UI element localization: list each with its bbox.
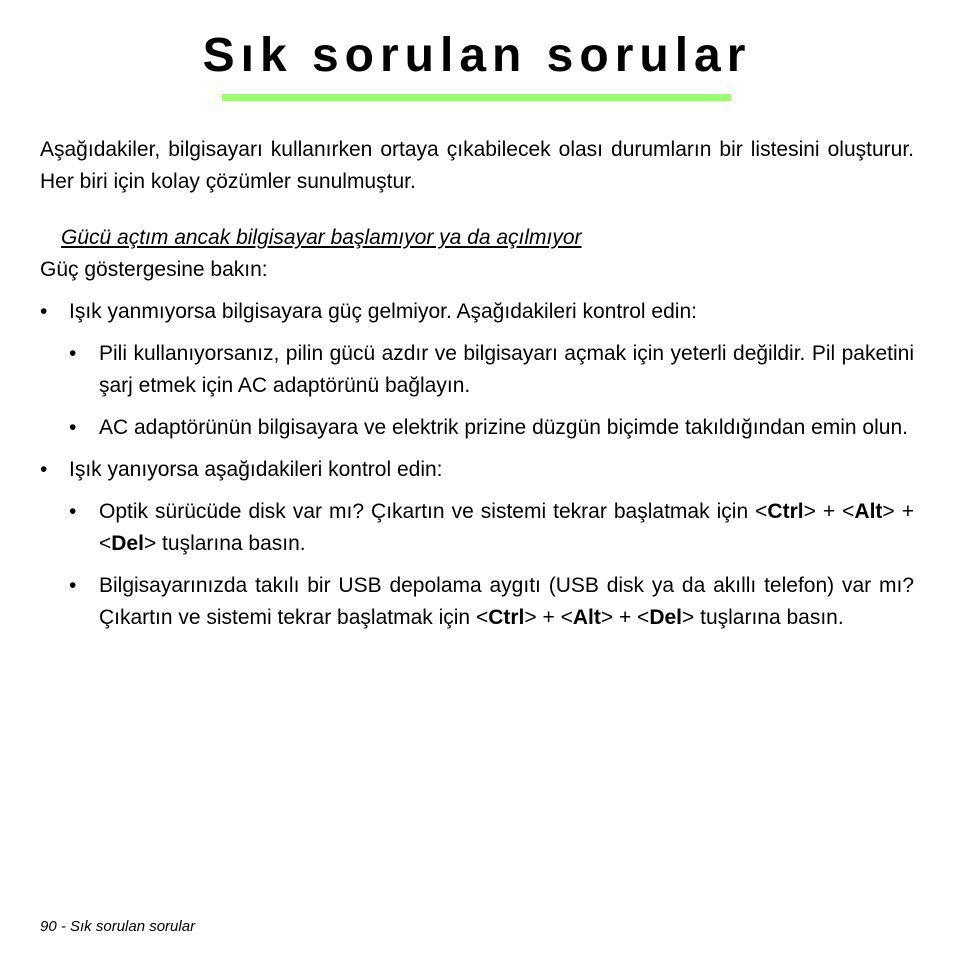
list-item xyxy=(40,296,914,444)
key-ctrl: Ctrl xyxy=(488,606,525,629)
sub-list-item xyxy=(69,496,914,560)
list-item xyxy=(40,454,914,634)
bullet-icon: • xyxy=(69,416,77,439)
sub-list-item-text: Optik sürücüde disk var mı? Çıkartın ve sistemi tekrar başlatmak için <Ctrl> + <Alt> + <Del> tuşlarına basın. xyxy=(99,500,914,555)
key-del: Del xyxy=(649,606,683,629)
title-underline xyxy=(222,94,731,101)
key-ctrl: Ctrl xyxy=(767,500,804,523)
page-footer: 90 - Sık sorulan sorular xyxy=(40,918,196,935)
sub-list-item-text: Bilgisayarınızda takılı bir USB depolama aygıtı (USB disk ya da akıllı telefon) var mı? Çıkartın ve sistemi tekrar başlatmak için <Ctrl> + <Alt> + <Del> tuşlarına basın. xyxy=(99,574,914,629)
bullet-icon: • xyxy=(40,458,48,481)
section-lead: Güç göstergesine bakın: xyxy=(40,258,268,281)
sub-list-item xyxy=(69,570,914,634)
bullet-icon: • xyxy=(69,342,77,365)
sub-bullet-list xyxy=(69,338,914,444)
bullet-icon: • xyxy=(69,500,77,523)
list-item-text: Işık yanmıyorsa bilgisayara güç gelmiyor. Aşağıdakileri kontrol edin: xyxy=(69,300,697,323)
page-content xyxy=(40,134,914,634)
sub-bullet-list xyxy=(69,496,914,634)
key-alt: Alt xyxy=(572,606,601,629)
bullet-icon: • xyxy=(69,574,77,597)
sub-list-item xyxy=(69,412,914,444)
key-del: Del xyxy=(111,532,144,555)
key-alt: Alt xyxy=(854,500,883,523)
sub-list-item-text: Pili kullanıyorsanız, pilin gücü azdır ve bilgisayarı açmak için yeterli değildir. Pil paketini şarj etmek için AC adaptörünü bağlayın. xyxy=(99,342,914,397)
bullet-list xyxy=(40,296,914,634)
sub-list-item-text: AC adaptörünün bilgisayara ve elektrik prizine düzgün biçimde takıldığından emin olun. xyxy=(99,416,908,439)
page-title: Sık sorulan sorular xyxy=(202,29,752,82)
bullet-icon: • xyxy=(40,300,48,323)
list-item-text: Işık yanıyorsa aşağıdakileri kontrol edin: xyxy=(69,458,443,481)
section-heading: Gücü açtım ancak bilgisayar başlamıyor ya da açılmıyor xyxy=(61,226,582,249)
sub-list-item xyxy=(69,338,914,402)
intro-paragraph: Aşağıdakiler, bilgisayarı kullanırken ortaya çıkabilecek olası durumların bir listesini oluşturur. Her biri için kolay çözümler sunulmuştur. xyxy=(40,138,914,193)
